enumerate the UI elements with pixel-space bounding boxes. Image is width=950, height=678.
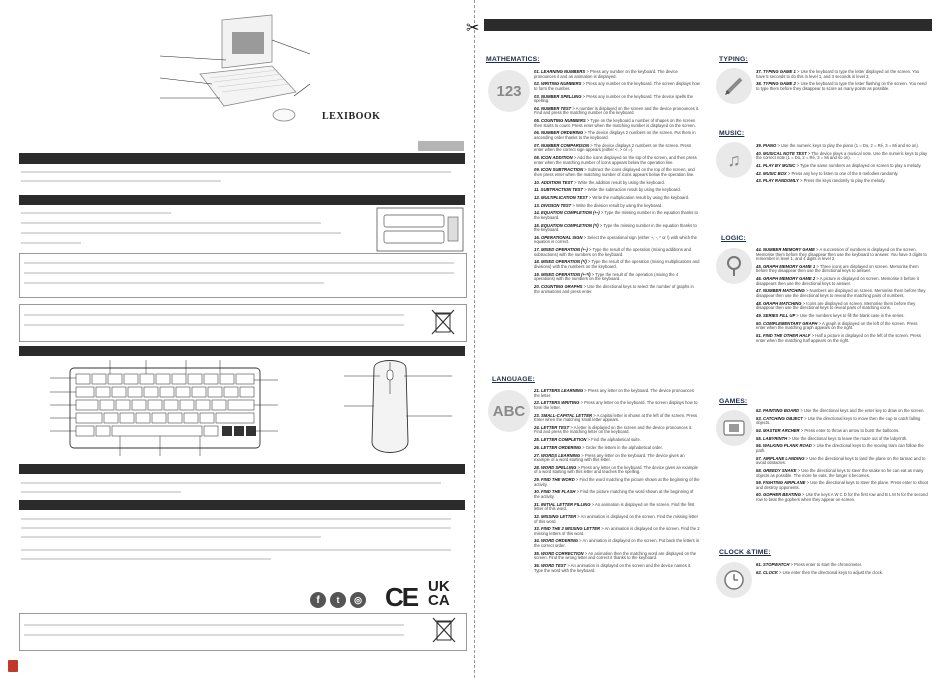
typing-title: TYPING: — [719, 56, 748, 63]
activity-description: > Use the numeric keys to play the piano (1 = Do, 2 = Ré, 3 = Mi and so on). — [777, 143, 919, 148]
activity-item — [534, 248, 700, 257]
activity-description: > An animation is displayed on the screen. Find the 2 missing letters of this word. — [534, 526, 700, 536]
activity-description: > Type on the keyboard a number of shapes on the screen then starts to count. Press enter when the matching number is displayed on the screen. — [534, 118, 696, 128]
activity-item — [756, 164, 928, 169]
activity-item — [756, 265, 928, 274]
activity-description: > Press the keys randomly to play the melody. — [799, 178, 886, 184]
activity-item — [534, 446, 700, 451]
activity-description: > A graph is displayed on the left of the screen. Press enter when the matching graph appears on the right. — [756, 320, 918, 331]
activity-name: 07. NUMBER COMPARISON — [534, 142, 590, 148]
scissors-icon: ✂ — [466, 20, 480, 37]
activity-description: > Press any number on the keyboard. The screen displays how to form the number. — [534, 81, 700, 91]
activity-name: 56. WALKING PLANK ROAD — [756, 443, 812, 449]
activity-description: > Order the letters in the alphabetical order. — [582, 444, 663, 450]
activity-item — [534, 119, 700, 128]
activity-name: 42. MUSIC BOX — [756, 170, 787, 176]
ukca-mark: UK CA — [428, 578, 450, 609]
activity-description: > Find the word matching the picture shown at the beginning of the activity. — [534, 477, 700, 487]
activity-description: > The device plays a musical note. Use the numeric keys to play the correct note (1 = Do, 2 = Ré, 3 = Mi and so on). — [756, 150, 928, 161]
activity-item — [756, 429, 928, 434]
weee-bin-icon-footer — [432, 616, 456, 644]
activity-item — [756, 469, 928, 478]
activity-description: > An animation then the matching word are displayed on the screen. Find the wrong letter and correct it thanks to the keyboard. — [534, 550, 697, 561]
activity-description: > Press any letter on the keyboard. The device gives an example of a word starting with this letter. — [534, 452, 685, 463]
activity-name: 05. COUNTING NUMBERS — [534, 118, 586, 124]
mouse-section-bar — [19, 464, 465, 474]
activity-description: > Type the result of the operation (mixing multiplications and divisions) with the numbers on the keyboard. — [534, 259, 700, 269]
activity-name: 18. MIXED OPERATION (*/) — [534, 259, 587, 265]
activity-description: > An animation is displayed on the screen. Put back the letters in the correct order. — [534, 538, 700, 549]
activity-name: 50. COMPLEMENTARY GRAPH — [756, 320, 818, 326]
weee-bin-icon — [430, 308, 456, 336]
activity-name: 36. WORD TEST — [534, 563, 567, 569]
activity-item — [534, 285, 700, 294]
activity-item — [534, 503, 700, 512]
activity-item — [756, 179, 928, 184]
activity-item — [534, 236, 700, 245]
activity-item — [534, 204, 700, 209]
activity-item — [756, 444, 928, 453]
battery-section-bar — [19, 195, 465, 205]
activity-item — [534, 515, 700, 524]
activity-item — [534, 144, 700, 153]
activity-description: > Use the directional keys and the enter key to draw on the screen. — [800, 408, 925, 413]
activity-name: 20. COUNTING GRAPHS — [534, 283, 583, 289]
activity-item — [534, 131, 700, 140]
activity-description: > Press any key to listen to one of the 6 melodies randomly. — [787, 170, 899, 176]
activity-description: > Write the addition result by using the keyboard. — [574, 179, 665, 185]
clock-icon — [716, 562, 752, 598]
handheld-icon — [716, 410, 752, 446]
activity-name: 30. FIND THE FLASH — [534, 489, 576, 495]
activity-item — [534, 454, 700, 463]
activity-description: > A capital letter is shown at the left of the screen. Press Enter when the matching small letter appears. — [534, 412, 698, 423]
activity-description: > Half a picture is displayed on the left of the screen. Press enter when the matching half appears on the right. — [756, 332, 921, 343]
activity-description: > Select the operational sign (either +, -, * or /) with which the equation is correct. — [534, 234, 698, 245]
activity-item — [534, 414, 700, 423]
activity-name: 26. LETTER ORDERING — [534, 444, 581, 450]
activity-description: > Press enter to throw an arrow to burst the balloons. — [800, 427, 900, 433]
activity-description: > Icons are displayed on screen. Memorise them before they disappear then use the directional keys to reveal pairs of matching icons. — [756, 300, 916, 311]
activity-description: > A letter is displayed on the screen and the device pronounces it. Find and press the matching letter on the keyboard. — [534, 424, 693, 435]
activity-description: > An animation is displayed on the screen. Find the missing letter of this word. — [534, 513, 698, 524]
activity-name: 46. GRAPH MEMORY GAME 2 — [756, 276, 816, 282]
activity-name: 31. INITIAL LETTER FILLING — [534, 501, 591, 507]
battery-compartment-illustration — [376, 207, 464, 252]
activity-name: 29. FIND THE WORD — [534, 477, 575, 483]
lexibook-logo: LEXIBOOK — [322, 111, 381, 122]
activity-name: 54. MASTER ARCHER — [756, 427, 800, 433]
pdf-icon — [8, 660, 18, 672]
music-title: MUSIC: — [719, 130, 745, 137]
activity-description: > Use the keyboard to type the letter flashing on the screen. You need to type them before they disappear to score as many points as possible. — [756, 81, 927, 91]
activity-description: > The device displays 2 numbers on the screen. Put them in ascending order thanks to the keyboard. — [534, 130, 696, 140]
activity-name: 24. LETTER TEST — [534, 424, 570, 430]
social-icons — [310, 592, 366, 608]
activity-description: > Press enter to start the chronometer. — [790, 562, 863, 567]
activity-name: 11. SUBTRACTION TEST — [534, 187, 584, 193]
activity-item — [756, 82, 928, 91]
activity-description: > Use the directional keys to select the number of graphs in the animations and press enter. — [534, 283, 694, 294]
activity-item — [534, 224, 700, 233]
activity-description: > Type the missing number in the equation thanks to the keyboard. — [534, 222, 697, 233]
activity-item — [534, 107, 700, 116]
music-list — [756, 144, 928, 187]
activity-item — [534, 188, 700, 193]
activity-description: > Use enter then the directional keys to adjust the clock. — [779, 569, 883, 575]
activity-description: > A picture is displayed on screen. Memorise it before it disappears then use the directional keys to answer. — [756, 276, 919, 286]
section-header-bar — [19, 153, 465, 164]
activity-description: > Write the multiplication result by using the keyboard. — [588, 194, 690, 200]
activity-item — [534, 70, 700, 79]
activity-name: 47. NUMBER MATCHING — [756, 288, 805, 294]
activity-item — [534, 95, 700, 104]
activity-description: > Type the result of the operation (mixing additions and subtractions) with the numbers on the keyboard. — [534, 247, 691, 257]
activity-item — [534, 438, 700, 443]
keyboard-section-bar — [19, 346, 465, 356]
activity-item — [534, 564, 700, 573]
activity-description: > Type the result of the operation (mixing the 4 operations) with the numbers on the keyboard. — [534, 271, 679, 282]
activity-name: 09. ICON SUBTRACTION — [534, 167, 584, 173]
activity-name: 12. MULTIPLICATION TEST — [534, 194, 588, 200]
activity-description: > Use the directional keys to land the plane on the tarmac and to avoid obstacles. — [756, 455, 926, 466]
activity-item — [756, 289, 928, 298]
activity-name: 17. MIXED OPERATION (+-) — [534, 247, 588, 253]
activity-item — [756, 322, 928, 331]
activity-name: 10. ADDITION TEST — [534, 179, 573, 185]
activity-description: > Use the directional keys to leave the maze out of the labyrinth. — [788, 435, 908, 441]
maintenance-section-bar — [19, 500, 465, 510]
activity-name: 44. NUMBER MEMORY GAME — [756, 247, 815, 252]
activity-description: > Three icons are displayed on screen. Memorise them before they disappear then use the directional keys to answer. — [756, 263, 919, 274]
activity-item — [756, 314, 928, 319]
activity-name: 52. PAINTING BOARD — [756, 408, 800, 413]
activity-item — [756, 457, 928, 466]
activity-item — [534, 401, 700, 410]
activity-description: > Subtract the icons displayed on the top of the screen, and then press enter when the matching number of icons appears below the operation line. — [534, 167, 695, 177]
activity-description: > Use the keyboard to type the letter displayed on the screen. You have 5 seconds to do this in level 1, and 3 seconds in level 2. — [756, 69, 920, 79]
activity-name: 43. PLAY RANDOMLY — [756, 178, 799, 184]
activity-name: 16. OPERATIONAL SIGN — [534, 234, 583, 240]
activity-name: 15. EQUATION COMPLETION (*/) — [534, 222, 599, 228]
activity-name: 45. GRAPH MEMORY GAME 1 — [756, 263, 816, 269]
activity-name: 21. LETTERS LEARNING — [534, 388, 584, 393]
activity-name: 28. WORD SPELLING — [534, 464, 577, 470]
cut-line — [474, 0, 475, 678]
activity-item — [756, 493, 928, 502]
activity-description: > Find the picture matching the word shown at the beginning of the activity. — [534, 489, 694, 499]
activity-name: 41. PLAY BY MUSIC — [756, 162, 796, 168]
laptop-illustration — [160, 14, 320, 134]
language-list — [534, 389, 700, 576]
activity-name: 57. AIRPLANE LANDING — [756, 455, 805, 461]
twitter-icon[interactable]: t — [330, 592, 346, 608]
activity-name: 01. LEARNING NUMBERS — [534, 69, 586, 74]
activity-item — [534, 466, 700, 475]
activity-name: 37. TYPING GAME 1 — [756, 69, 796, 74]
warning-box — [19, 253, 467, 298]
clock-title: CLOCK &TIME: — [719, 549, 771, 556]
activity-name: 33. FIND THE 2 MISSING LETTER — [534, 526, 601, 532]
activity-name: 38. TYPING GAME 2 — [756, 81, 796, 87]
activity-description: > Press any number on the keyboard. The device pronounces it and an animation is displayed. — [534, 69, 678, 79]
activity-description: > Press any letter on the keyboard. The screen displays how to form the letter. — [534, 400, 698, 410]
activity-name: 32. MISSING LETTER — [534, 513, 577, 519]
activity-item — [534, 156, 700, 165]
activity-item — [534, 196, 700, 201]
footer-disposal-box — [19, 613, 467, 651]
activity-item — [756, 248, 928, 262]
activity-item — [756, 277, 928, 286]
activity-item — [534, 426, 700, 435]
activity-description: > An animation is displayed on the screen. Find the first letter of this word. — [534, 501, 695, 512]
activity-item — [756, 172, 928, 177]
disposal-box — [19, 304, 467, 342]
activity-name: 08. ICON ADDITION — [534, 154, 573, 160]
activity-item — [756, 481, 928, 490]
clock-list — [756, 563, 928, 578]
keyboard-diagram — [50, 360, 280, 456]
activity-name: 13. DIVISION TEST — [534, 202, 572, 208]
logic-list — [756, 248, 928, 346]
activity-item — [534, 82, 700, 91]
games-list — [756, 409, 928, 506]
activity-name: 23. SMALL-CAPITAL LETTER — [534, 412, 593, 418]
ce-mark: CE — [385, 582, 418, 612]
activity-description: > A succession of numbers is displayed on the screen. Memorise them before they disappear then use the keyboard to answer. You have 3 digits to remember in level 1, and 4 digits in level 2. — [756, 247, 927, 262]
activity-name: 58. GREEDY SNAKE — [756, 467, 797, 473]
activity-item — [534, 211, 700, 220]
activity-description: > Use the directional keys to the moving tram can follow the path. — [756, 443, 924, 453]
numbers-icon: 123 — [488, 70, 530, 112]
activity-name: 35. WORD CORRECTION — [534, 550, 584, 556]
activity-description: > Use the directional keys to move then the cup to catch falling objects. — [756, 415, 921, 426]
logic-title: LOGIC: — [721, 235, 746, 242]
activity-description: > Press any letter on the keyboard. The device gives an example of a word starting with this letter and teaches the spelling. — [534, 464, 698, 475]
typing-list — [756, 70, 928, 95]
activity-name: 53. CATCHING OBJECT — [756, 415, 803, 421]
facebook-icon[interactable]: f — [310, 592, 326, 608]
activity-name: 04. NUMBER TEST — [534, 105, 572, 111]
activity-item — [534, 478, 700, 487]
activity-item — [756, 334, 928, 343]
activity-description: > Type the missing number in the equation thanks to the keyboard. — [534, 210, 698, 220]
activity-item — [534, 552, 700, 561]
activity-item — [534, 181, 700, 186]
activity-description: > Use the directional keys to steer the snake so he can eat as many objects as possible. The more he eats, the longer it becomes. — [756, 467, 924, 478]
activity-item — [534, 539, 700, 548]
games-title: GAMES: — [719, 398, 748, 405]
activity-item — [756, 302, 928, 311]
activity-name: 06. NUMBER ORDERING — [534, 130, 584, 136]
pencil-icon — [716, 68, 752, 104]
activity-item — [534, 260, 700, 269]
activity-name: 39. PIANO — [756, 143, 777, 148]
mathematics-list — [534, 70, 700, 297]
activity-item — [534, 389, 700, 398]
activity-item — [756, 563, 928, 568]
activity-description: > Find the alphabetical suite. — [587, 437, 641, 443]
activity-item — [756, 409, 928, 414]
activity-description: > Write the subtraction result by using the keyboard. — [584, 187, 681, 193]
activity-name: 19. MIXED OPERATION (+-*/) — [534, 271, 591, 277]
activity-name: 51. FIND THE OTHER HALF — [756, 332, 811, 338]
language-tab — [418, 141, 464, 151]
activity-description: > Use the directional keys to steer the plane. Press enter to shoot and destroy opponents. — [756, 480, 928, 490]
activity-item — [534, 273, 700, 282]
activity-name: 14. EQUATION COMPLETION (+-) — [534, 210, 600, 216]
activity-name: 27. WORDS LEARNING — [534, 452, 581, 458]
activity-item — [534, 527, 700, 536]
activity-description: > Press any number on the keyboard. The device spells the spelling. — [534, 93, 694, 104]
activity-description: > Press any letter on the keyboard. The device pronounces the letter. — [534, 388, 694, 398]
magnifier-icon — [716, 248, 752, 284]
language-title: LANGUAGE: — [492, 376, 535, 383]
activity-item — [534, 490, 700, 499]
letters-icon: ABC — [488, 390, 530, 432]
activity-item — [756, 417, 928, 426]
activity-item — [534, 168, 700, 177]
activities-header-bar — [484, 19, 932, 31]
activity-item — [756, 144, 928, 149]
activity-name: 40. MUSICAL NOTE TEST — [756, 150, 807, 156]
activity-description: > Use the numbers keys to fill the blank case in the series. — [796, 313, 905, 318]
activity-item — [756, 571, 928, 576]
mouse-diagram — [344, 356, 454, 460]
activity-name: 59. FIGHTING AIRPLANE — [756, 480, 806, 486]
activity-name: 03. NUMBER SPELLING — [534, 93, 582, 99]
activity-name: 25. LETTER COMPLETION — [534, 437, 587, 443]
activity-name: 62. CLOCK — [756, 569, 778, 575]
activity-name: 22. LETTERS WRITING — [534, 400, 580, 406]
activity-description: > Use the keys A W C D for the first row and B L M N for the second row to beat the gophers when they appear on screen. — [756, 492, 928, 503]
activity-name: 02. WRITING NUMBERS — [534, 81, 582, 87]
instagram-icon[interactable]: ◎ — [350, 592, 366, 608]
activity-item — [756, 152, 928, 161]
activity-description: > Add the icons displayed on the top of the screen, and then press enter when the matching number of icons appears below the operation line. — [534, 154, 697, 165]
activity-description: > Type the same numbers as displayed on screen to play a melody. — [796, 162, 922, 168]
activity-item — [756, 70, 928, 79]
activity-name: 34. WORD ORDERING — [534, 538, 578, 544]
activity-name: 49. SERIES FILL UP — [756, 313, 796, 318]
activity-description: > The device displays 2 numbers on the screen. Press enter when the correct sign appears (either <, > or =). — [534, 142, 692, 153]
activity-name: 48. GRAPH MATCHING — [756, 300, 802, 306]
activity-description: > Write the division result by using the keyboard. — [572, 202, 663, 208]
mathematics-title: MATHEMATICS: — [486, 56, 540, 63]
activity-description: > Numbers are displayed on screen. Memorise them before they disappear then use the directional keys to reveal the matching pairs of numbers. — [756, 288, 926, 299]
activity-name: 61. STOPWATCH — [756, 562, 790, 567]
activity-name: 55. LABYRINTH — [756, 435, 788, 441]
activity-name: 60. GOPHER BEATING — [756, 492, 801, 498]
activity-item — [756, 437, 928, 442]
activity-description: > An animation is displayed on the screen and the device names it. Type the word with the keyboard. — [534, 563, 692, 573]
music-note-icon: ♫ — [716, 142, 752, 178]
activity-description: > A number is displayed on the screen and the device pronounces it. Find and press the matching number on the keyboard. — [534, 105, 700, 116]
